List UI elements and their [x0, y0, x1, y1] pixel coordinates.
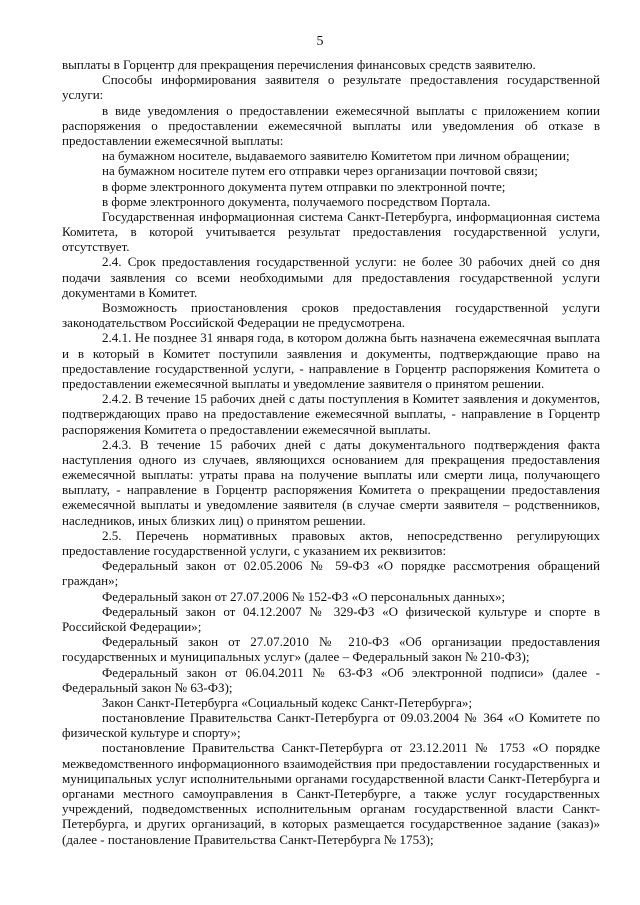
- paragraph: Возможность приостановления сроков предоставления государственной услуги законодательством Российской Федерации не предусмотрена.: [62, 300, 600, 331]
- paragraph: Государственная информационная система Санкт-Петербурга, информационная система Комитета, в которой учитывается результат предоставления государственной услуги, отсутствует.: [62, 208, 600, 255]
- paragraph: 2.4.1. Не позднее 31 января года, в котором должна быть назначена ежемесячная выплата и в который в Комитет поступили заявления и документы, подтверждающие право на предоставление государственной услуги, - направление в Горцентр распоряжения Комитета о предоставлении ежемесячной выплаты и уведомление заявителя о принятом решении.: [62, 330, 600, 391]
- paragraph: Федеральный закон от 27.07.2006 № 152-ФЗ «О персональных данных»;: [102, 588, 506, 604]
- paragraph: Федеральный закон от 27.07.2010 № 210-ФЗ «Об организации предоставления государственных и муниципальных услуг» (далее – Федеральный закон № 210-ФЗ);: [62, 634, 600, 665]
- paragraph: постановление Правительства Санкт-Петербурга от 09.03.2004 № 364 «О Комитете по физической культуре и спорту»;: [62, 710, 600, 741]
- paragraph: в форме электронного документа путем отправки по электронной почте;: [102, 178, 506, 194]
- paragraph: на бумажном носителе путем его отправки через организации почтовой связи;: [102, 163, 538, 179]
- paragraph: Федеральный закон от 06.04.2011 № 63-ФЗ «Об электронной подписи» (далее - Федеральный закон № 63-ФЗ);: [62, 664, 600, 695]
- paragraph: Способы информирования заявителя о результате предоставления государственной услуги:: [62, 72, 600, 103]
- document-body: [62, 57, 600, 847]
- paragraph: 2.4. Срок предоставления государственной услуги: не более 30 рабочих дней со дня подачи заявления со всеми необходимыми для предоставления государственной услуги документами в Комитет.: [62, 254, 600, 300]
- paragraph: 2.5. Перечень нормативных правовых актов, непосредственно регулирующих предоставление государственной услуги, с указанием их реквизитов:: [62, 527, 600, 558]
- paragraph: выплаты в Горцентр для прекращения перечисления финансовых средств заявителю.: [62, 57, 536, 72]
- paragraph: Закон Санкт-Петербурга «Социальный кодекс Санкт-Петербурга»;: [102, 694, 473, 710]
- paragraph: в виде уведомления о предоставлении ежемесячной выплаты с приложением копии распоряжения о предоставлении ежемесячной выплаты или уведомления об отказе в предоставлении ежемесячной выплаты:: [62, 102, 600, 148]
- paragraph: постановление Правительства Санкт-Петербурга от 23.12.2011 № 1753 «О порядке межведомственного информационного взаимодействия при предоставлении государственных и муниципальных услуг исполнительными органами государственной власти Санкт-Петербурга и органами местного самоуправления в Санкт-Петербурге, а также услуг государственных учреждений, подведомственных исполнительным органам государственной власти Санкт-Петербурга, и других организаций, в которых размещается государственное задание (заказ)» (далее - постановление Правительства Санкт-Петербурга № 1753);: [62, 740, 600, 847]
- paragraph: 2.4.2. В течение 15 рабочих дней с даты поступления в Комитет заявления и документов, подтверждающих право на предоставление ежемесячной выплаты, - направление в Горцентр распоряжения Комитета о предоставлении ежемесячной выплаты.: [62, 391, 600, 437]
- paragraph: 2.4.3. В течение 15 рабочих дней с даты документального подтверждения факта наступления одного из случаев, являющихся основанием для прекращения предоставления ежемесячной выплаты: утраты права на получение выплаты или смерти лица, получающего выплату, - направление в Горцентр распоряжения Комитета о прекращении предоставления ежемесячной выплаты и уведомление заявителя (в случае смерти заявителя – родственников, наследников, иных близких лиц) о принятом решении.: [62, 436, 600, 528]
- paragraph: в форме электронного документа, получаемого посредством Портала.: [102, 193, 491, 209]
- page-number: 5: [316, 34, 324, 49]
- paragraph: Федеральный закон от 02.05.2006 № 59-ФЗ «О порядке рассмотрения обращений граждан»;: [62, 558, 600, 589]
- paragraph: на бумажном носителе, выдаваемого заявителю Комитетом при личном обращении;: [102, 148, 570, 164]
- paragraph: Федеральный закон от 04.12.2007 № 329-ФЗ «О физической культуре и спорте в Российской Федерации»;: [62, 603, 600, 634]
